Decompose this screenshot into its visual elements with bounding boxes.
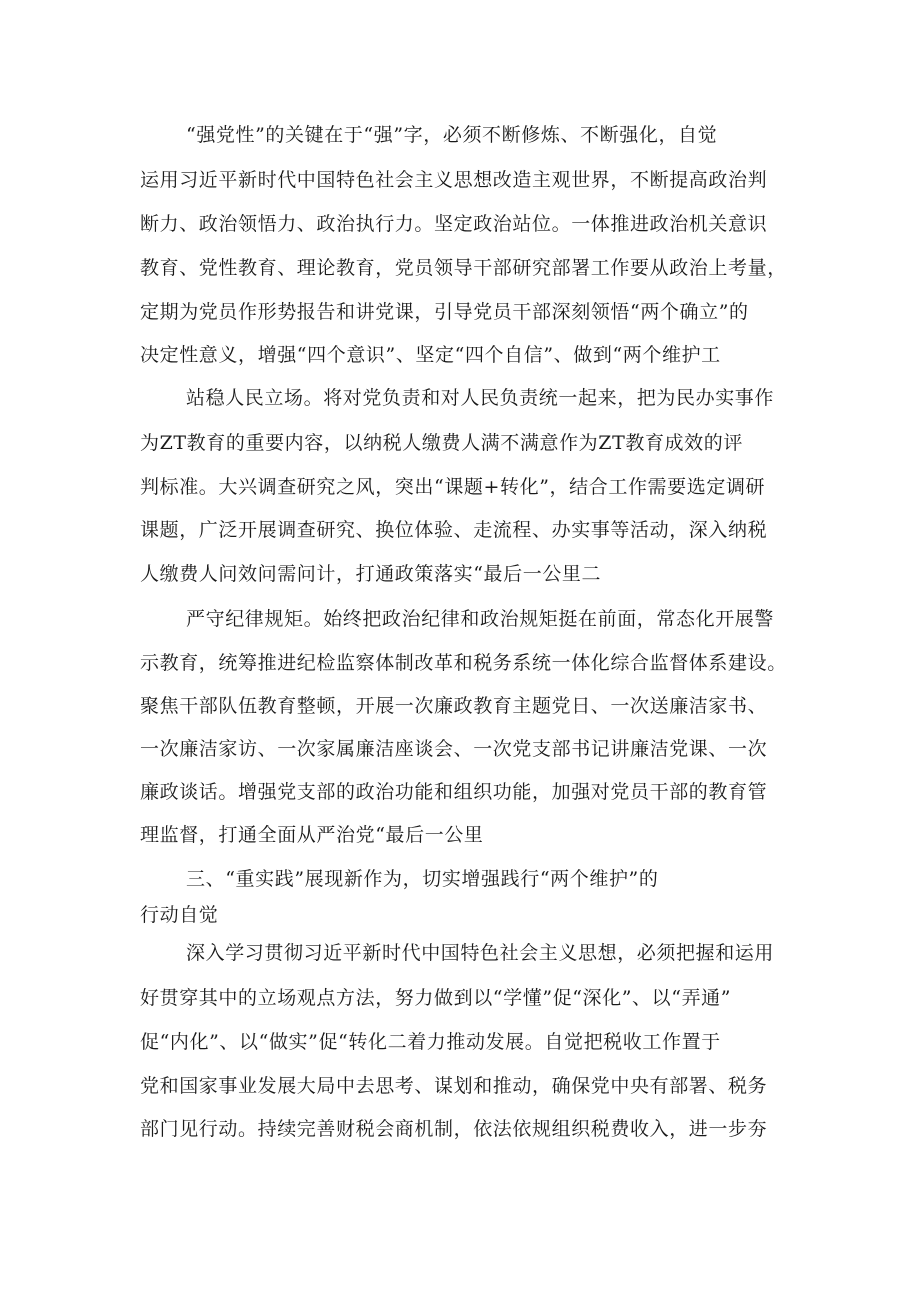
paragraph-2-line-3: 判标准。大兴调查研究之风，突出“课题+转化”，结合工作需要选定调研 [140,476,766,498]
paragraph-1-line-3: 断力、政治领悟力、政治执行力。坚定政治站位。一体推进政治机关意识 [140,213,768,235]
paragraph-5-line-5: 部门见行动。持续完善财税会商机制，依法依规组织税费收入，进一步夯 [140,1118,768,1140]
paragraph-5-line-1: 深入学习贯彻习近平新时代中国特色社会主义思想，必须把握和运用 [186,942,775,964]
section-heading-line-2: 行动自觉 [140,904,219,926]
paragraph-2-line-4: 课题，广泛开展调查研究、换位体验、走流程、办实事等活动，深入纳税 [140,519,768,541]
paragraph-2-line-1: 站稳人民立场。将对党负责和对人民负责统一起来，把为民办实事作 [186,387,775,409]
paragraph-3-line-3: 聚焦干部队伍教育整顿，开展一次廉政教育主题党日、一次送廉洁家书、 [140,695,768,717]
paragraph-2-line-2: 为ZT教育的重要内容，以纳税人缴费人满不满意作为ZT教育成效的评 [140,432,743,454]
paragraph-5-line-4: 党和国家事业发展大局中去思考、谋划和推动，确保党中央有部署、税务 [140,1075,768,1097]
paragraph-3-line-5: 廉政谈话。增强党支部的政治功能和组织功能，加强对党员干部的教育管 [140,781,768,803]
paragraph-1-line-1: “强党性”的关键在于“强”字，必须不断修炼、不断强化，自觉 [186,124,718,146]
paragraph-5-line-2: 好贯穿其中的立场观点方法，努力做到以“学懂”促“深化”、以“弄通” [140,987,732,1009]
paragraph-3-line-6: 理监督，打通全面从严治党“最后一公里 [140,824,484,846]
paragraph-1-line-4: 教育、党性教育、理论教育，党员领导干部研究部署工作要从政治上考量， [140,257,787,279]
paragraph-3-line-4: 一次廉洁家访、一次家属廉洁座谈会、一次党支部书记讲廉洁党课、一次 [140,738,768,760]
paragraph-3-line-2: 示教育，统筹推进纪检监察体制改革和税务系统一体化综合监督体系建设。 [140,652,787,674]
paragraph-1-line-5: 定期为党员作形势报告和讲党课，引导党员干部深刻领悟“两个确立”的 [140,301,749,323]
paragraph-2-line-5: 人缴费人问效问需问计，打通政策落实“最后一公里二 [140,563,602,585]
paragraph-5-line-3: 促“内化”、以“做实”促“转化二着力推动发展。自觉把税收工作置于 [140,1031,721,1053]
paragraph-3-line-1: 严守纪律规矩。始终把政治纪律和政治规矩挺在前面，常态化开展警 [186,608,775,630]
section-heading-line-1: 三、“重实践”展现新作为，切实增强践行“两个维护”的 [186,868,659,890]
paragraph-1-line-2: 运用习近平新时代中国特色社会主义思想改造主观世界，不断提高政治判 [140,169,768,191]
paragraph-1-line-6: 决定性意义，增强“四个意识”、坚定“四个自信”、做到“两个维护工 [140,344,721,366]
